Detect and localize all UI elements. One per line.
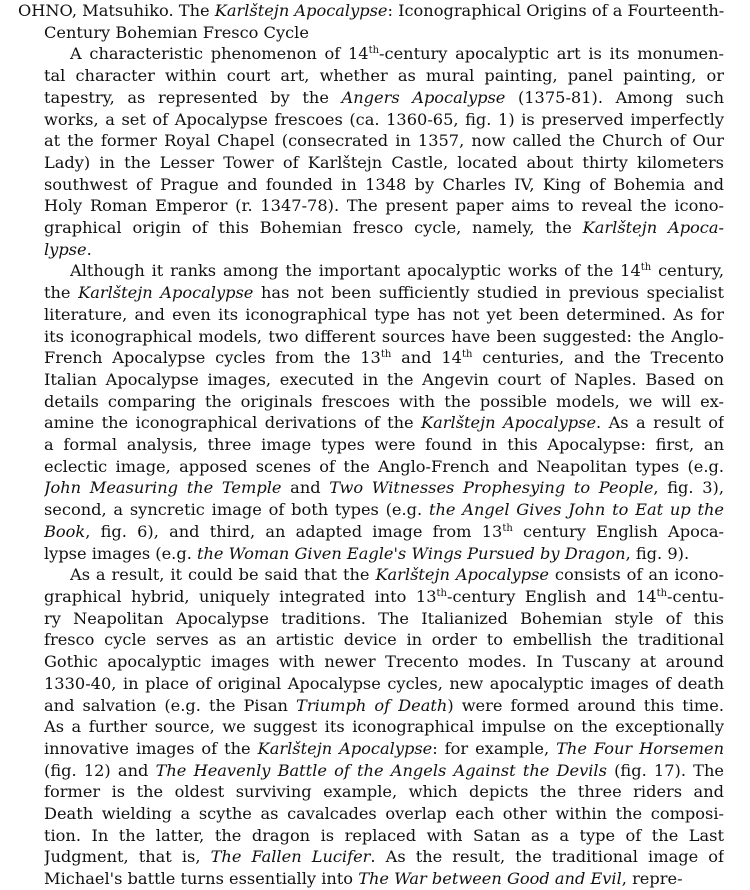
text-line: (fig. 12) and The Heavenly Battle of the Angels Against the Devils (fig. 17). The <box>44 760 724 780</box>
text-line: former is the oldest surviving example, which depicts the three riders and <box>44 782 724 802</box>
text-line: the Karlštejn Apocalypse has not been sufficiently studied in previous specialist <box>44 283 724 303</box>
text-line: amine the iconographical derivations of the Karlštejn Apocalypse. As a result of <box>44 413 724 433</box>
text-line: Michael's battle turns essentially into The War between Good and Evil, repre- <box>44 869 683 889</box>
citation-heading-line-2 <box>44 22 724 44</box>
text-line: works, a set of Apocalypse frescoes (ca. 1360-65, fig. 1) is preserved imperfectly <box>44 109 724 129</box>
text-line: A characteristic phenomenon of 14th-century apocalyptic art is its monumen- <box>70 44 724 64</box>
text-line: innovative images of the Karlštejn Apocalypse: for example, The Four Horsemen <box>44 738 724 758</box>
text-line: fresco cycle serves as an artistic device in order to embellish the traditional <box>44 630 724 650</box>
text-line: graphical origin of this Bohemian fresco cycle, namely, the Karlštejn Apoca- <box>44 218 724 238</box>
text-line: Holy Roman Emperor (r. 1347-78). The present paper aims to reveal the icono- <box>44 196 724 216</box>
text-line: Although it ranks among the important apocalyptic works of the 14th century, <box>70 261 724 281</box>
citation-heading-continuation: Century Bohemian Fresco Cycle <box>44 22 309 42</box>
text-line: a formal analysis, three image types were found in this Apocalypse: first, an <box>44 435 724 455</box>
text-line: French Apocalypse cycles from the 13th and 14th centuries, and the Trecento <box>44 348 724 368</box>
citation-heading-line-1 <box>18 0 724 22</box>
text-line: As a further source, we suggest its iconographical impulse on the exceptionally <box>44 717 724 737</box>
text-line: graphical hybrid, uniquely integrated into 13th-century English and 14th-centu- <box>44 586 724 606</box>
citation-heading-text: OHNO, Matsuhiko. The Karlštejn Apocalypse: Iconographical Origins of a Fourteenth- <box>18 1 724 20</box>
text-line: 1330-40, in place of original Apocalypse cycles, new apocalyptic images of death <box>44 673 724 693</box>
text-line: lypse images (e.g. the Woman Given Eagle's Wings Pursued by Dragon, fig. 9). <box>44 543 690 563</box>
text-line: tapestry, as represented by the Angers Apocalypse (1375-81). Among such <box>44 87 724 107</box>
text-line: tion. In the latter, the dragon is replaced with Satan as a type of the Last <box>44 825 724 845</box>
text-line: As a result, it could be said that the Karlštejn Apocalypse consists of an icono- <box>70 565 724 585</box>
text-line: eclectic image, apposed scenes of the Anglo-French and Neapolitan types (e.g. <box>44 456 724 476</box>
text-line: southwest of Prague and founded in 1348 by Charles IV, King of Bohemia and <box>44 174 724 194</box>
text-line: at the former Royal Chapel (consecrated in 1357, now called the Church of Our <box>44 131 724 151</box>
text-line: Death wielding a scythe as cavalcades overlap each other within the composi- <box>44 804 724 824</box>
abstract-body <box>44 43 724 889</box>
text-line: literature, and even its iconographical type has not yet been determined. As for <box>44 304 724 324</box>
text-line: John Measuring the Temple and Two Witnesses Prophesying to People, fig. 3), <box>44 478 724 498</box>
text-line: its iconographical models, two different sources have been suggested: the Anglo- <box>44 326 724 346</box>
text-line: ry Neapolitan Apocalypse traditions. The Italianized Bohemian style of this <box>44 608 724 628</box>
text-line: and salvation (e.g. the Pisan Triumph of Death) were formed around this time. <box>44 695 724 715</box>
paragraph <box>44 260 724 564</box>
text-line: lypse. <box>44 239 92 259</box>
text-line: Judgment, that is, The Fallen Lucifer. As the result, the traditional image of <box>44 847 724 867</box>
text-line: Italian Apocalypse images, executed in the Angevin court of Naples. Based on <box>44 369 724 389</box>
paragraph <box>44 43 724 260</box>
text-line: tal character within court art, whether as mural painting, panel painting, or <box>44 66 724 86</box>
text-line: details comparing the originals frescoes with the possible models, we will ex- <box>44 391 724 411</box>
paragraph <box>44 564 724 890</box>
text-line: second, a syncretic image of both types (e.g. the Angel Gives John to Eat up the <box>44 500 724 520</box>
text-line: Gothic apocalyptic images with newer Trecento modes. In Tuscany at around <box>44 652 724 672</box>
text-line: Lady) in the Lesser Tower of Karlštejn Castle, located about thirty kilometers <box>44 152 724 172</box>
text-line: Book, fig. 6), and third, an adapted image from 13th century English Apoca- <box>44 521 724 541</box>
